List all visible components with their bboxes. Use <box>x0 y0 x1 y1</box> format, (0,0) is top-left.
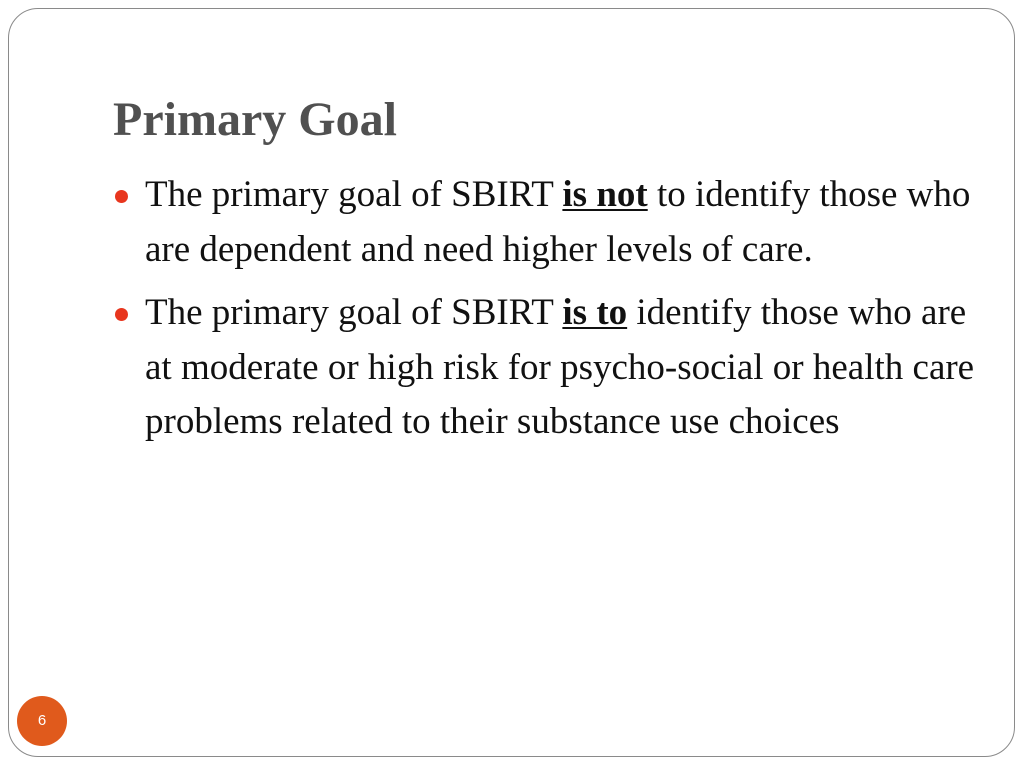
page-number-badge: 6 <box>17 696 67 746</box>
bullet-item <box>114 168 994 277</box>
bullet-list <box>114 168 994 450</box>
bullet-emphasis: is to <box>562 292 628 333</box>
bullet-text-after: identify those who are at moderate or high risk for psycho-social or health care problems related to their substance use choices <box>145 292 975 442</box>
bullet-text-after: to identify those who are dependent and need higher levels of care. <box>145 174 971 270</box>
bullet-dot-icon <box>115 190 128 203</box>
bullet-emphasis: is not <box>562 174 648 215</box>
bullet-item <box>114 286 994 450</box>
bullet-text-before: The primary goal of SBIRT <box>145 292 563 333</box>
slide-title: Primary Goal <box>113 93 397 146</box>
bullet-text-before: The primary goal of SBIRT <box>145 174 563 215</box>
bullet-dot-icon <box>115 308 128 321</box>
